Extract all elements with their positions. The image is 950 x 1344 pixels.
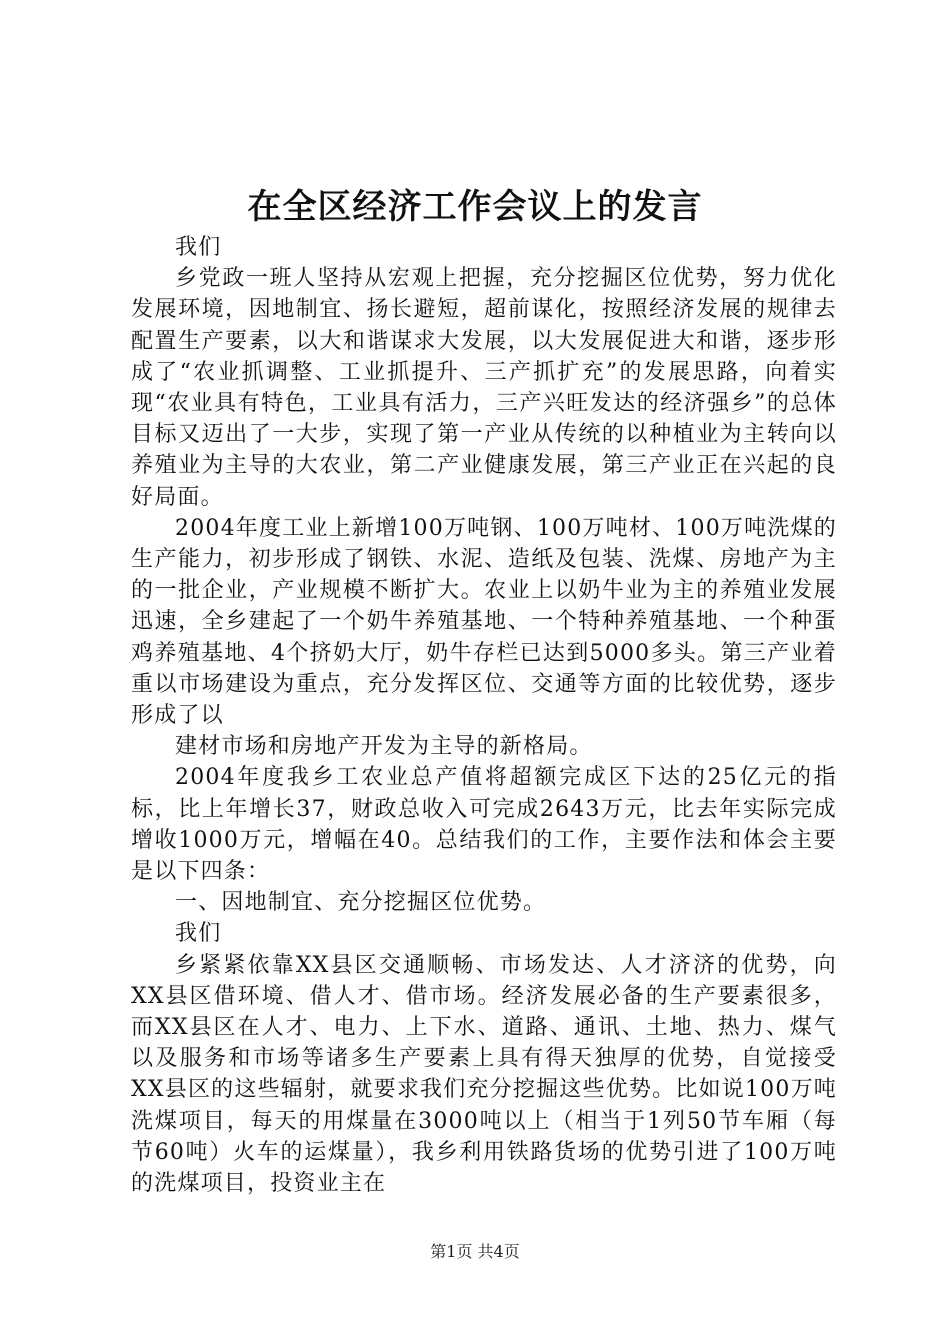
paragraph: 一、因地制宜、充分挖掘区位优势。 xyxy=(175,890,547,916)
document-title: 在全区经济工作会议上的发言 xyxy=(247,187,703,227)
paragraph: 乡党政一班人坚持从宏观上把握，充分挖掘区位优势，努力优化发展环境，因地制宜、扬长避短，超前谋化，按照经济发展的规律去配置生产要素，以大和谐谋求大发展，以大发展促进大和谐，逐步形成了“农业抓调整、工业抓提升、三产抓扩充”的发展思路，向着实现“农业具有特色，工业具有活力，三产兴旺发达的经济强乡”的总体目标又迈出了一大步，实现了第一产业从传统的以种植业为主转向以养殖业为主导的大农业，第二产业健康发展，第三产业正在兴起的良好局面。 xyxy=(131,266,837,510)
document-body xyxy=(131,232,837,1199)
paragraph: 2004年度我乡工农业总产值将超额完成区下达的25亿元的指标，比上年增长37，财政总收入可完成2643万元，比去年实际完成增收1000万元，增幅在40。总结我们的工作，主要作法和体会主要是以下四条： xyxy=(131,765,837,885)
paragraph: 建材市场和房地产开发为主导的新格局。 xyxy=(175,734,593,760)
paragraph: 我们 xyxy=(175,235,222,260)
page-number-footer: 第1页 共4页 xyxy=(430,1242,520,1261)
paragraph: 乡紧紧依靠XX县区交通顺畅、市场发达、人才济济的优势，向XX县区借环境、借人才、借市场。经济发展必备的生产要素很多，而XX县区在人才、电力、上下水、道路、通讯、土地、热力、煤气以及服务和市场等诸多生产要素上具有得天独厚的优势，自觉接受XX县区的这些辐射，就要求我们充分挖掘这些优势。比如说100万吨洗煤项目，每天的用煤量在3000吨以上（相当于1列50节车厢（每节60吨）火车的运煤量），我乡利用铁路货场的优势引进了100万吨的洗煤项目，投资业主在 xyxy=(131,952,837,1197)
paragraph: 我们 xyxy=(175,921,222,947)
paragraph: 2004年度工业上新增100万吨钢、100万吨材、100万吨洗煤的生产能力，初步形成了钢铁、水泥、造纸及包装、洗煤、房地产为主的一批企业，产业规模不断扩大。农业上以奶牛业为主的养殖业发展迅速，全乡建起了一个奶牛养殖基地、一个特种养殖基地、一个种蛋鸡养殖基地、4个挤奶大厅，奶牛存栏已达到5000多头。第三产业着重以市场建设为重点，充分发挥区位、交通等方面的比较优势，逐步形成了以 xyxy=(131,515,837,729)
